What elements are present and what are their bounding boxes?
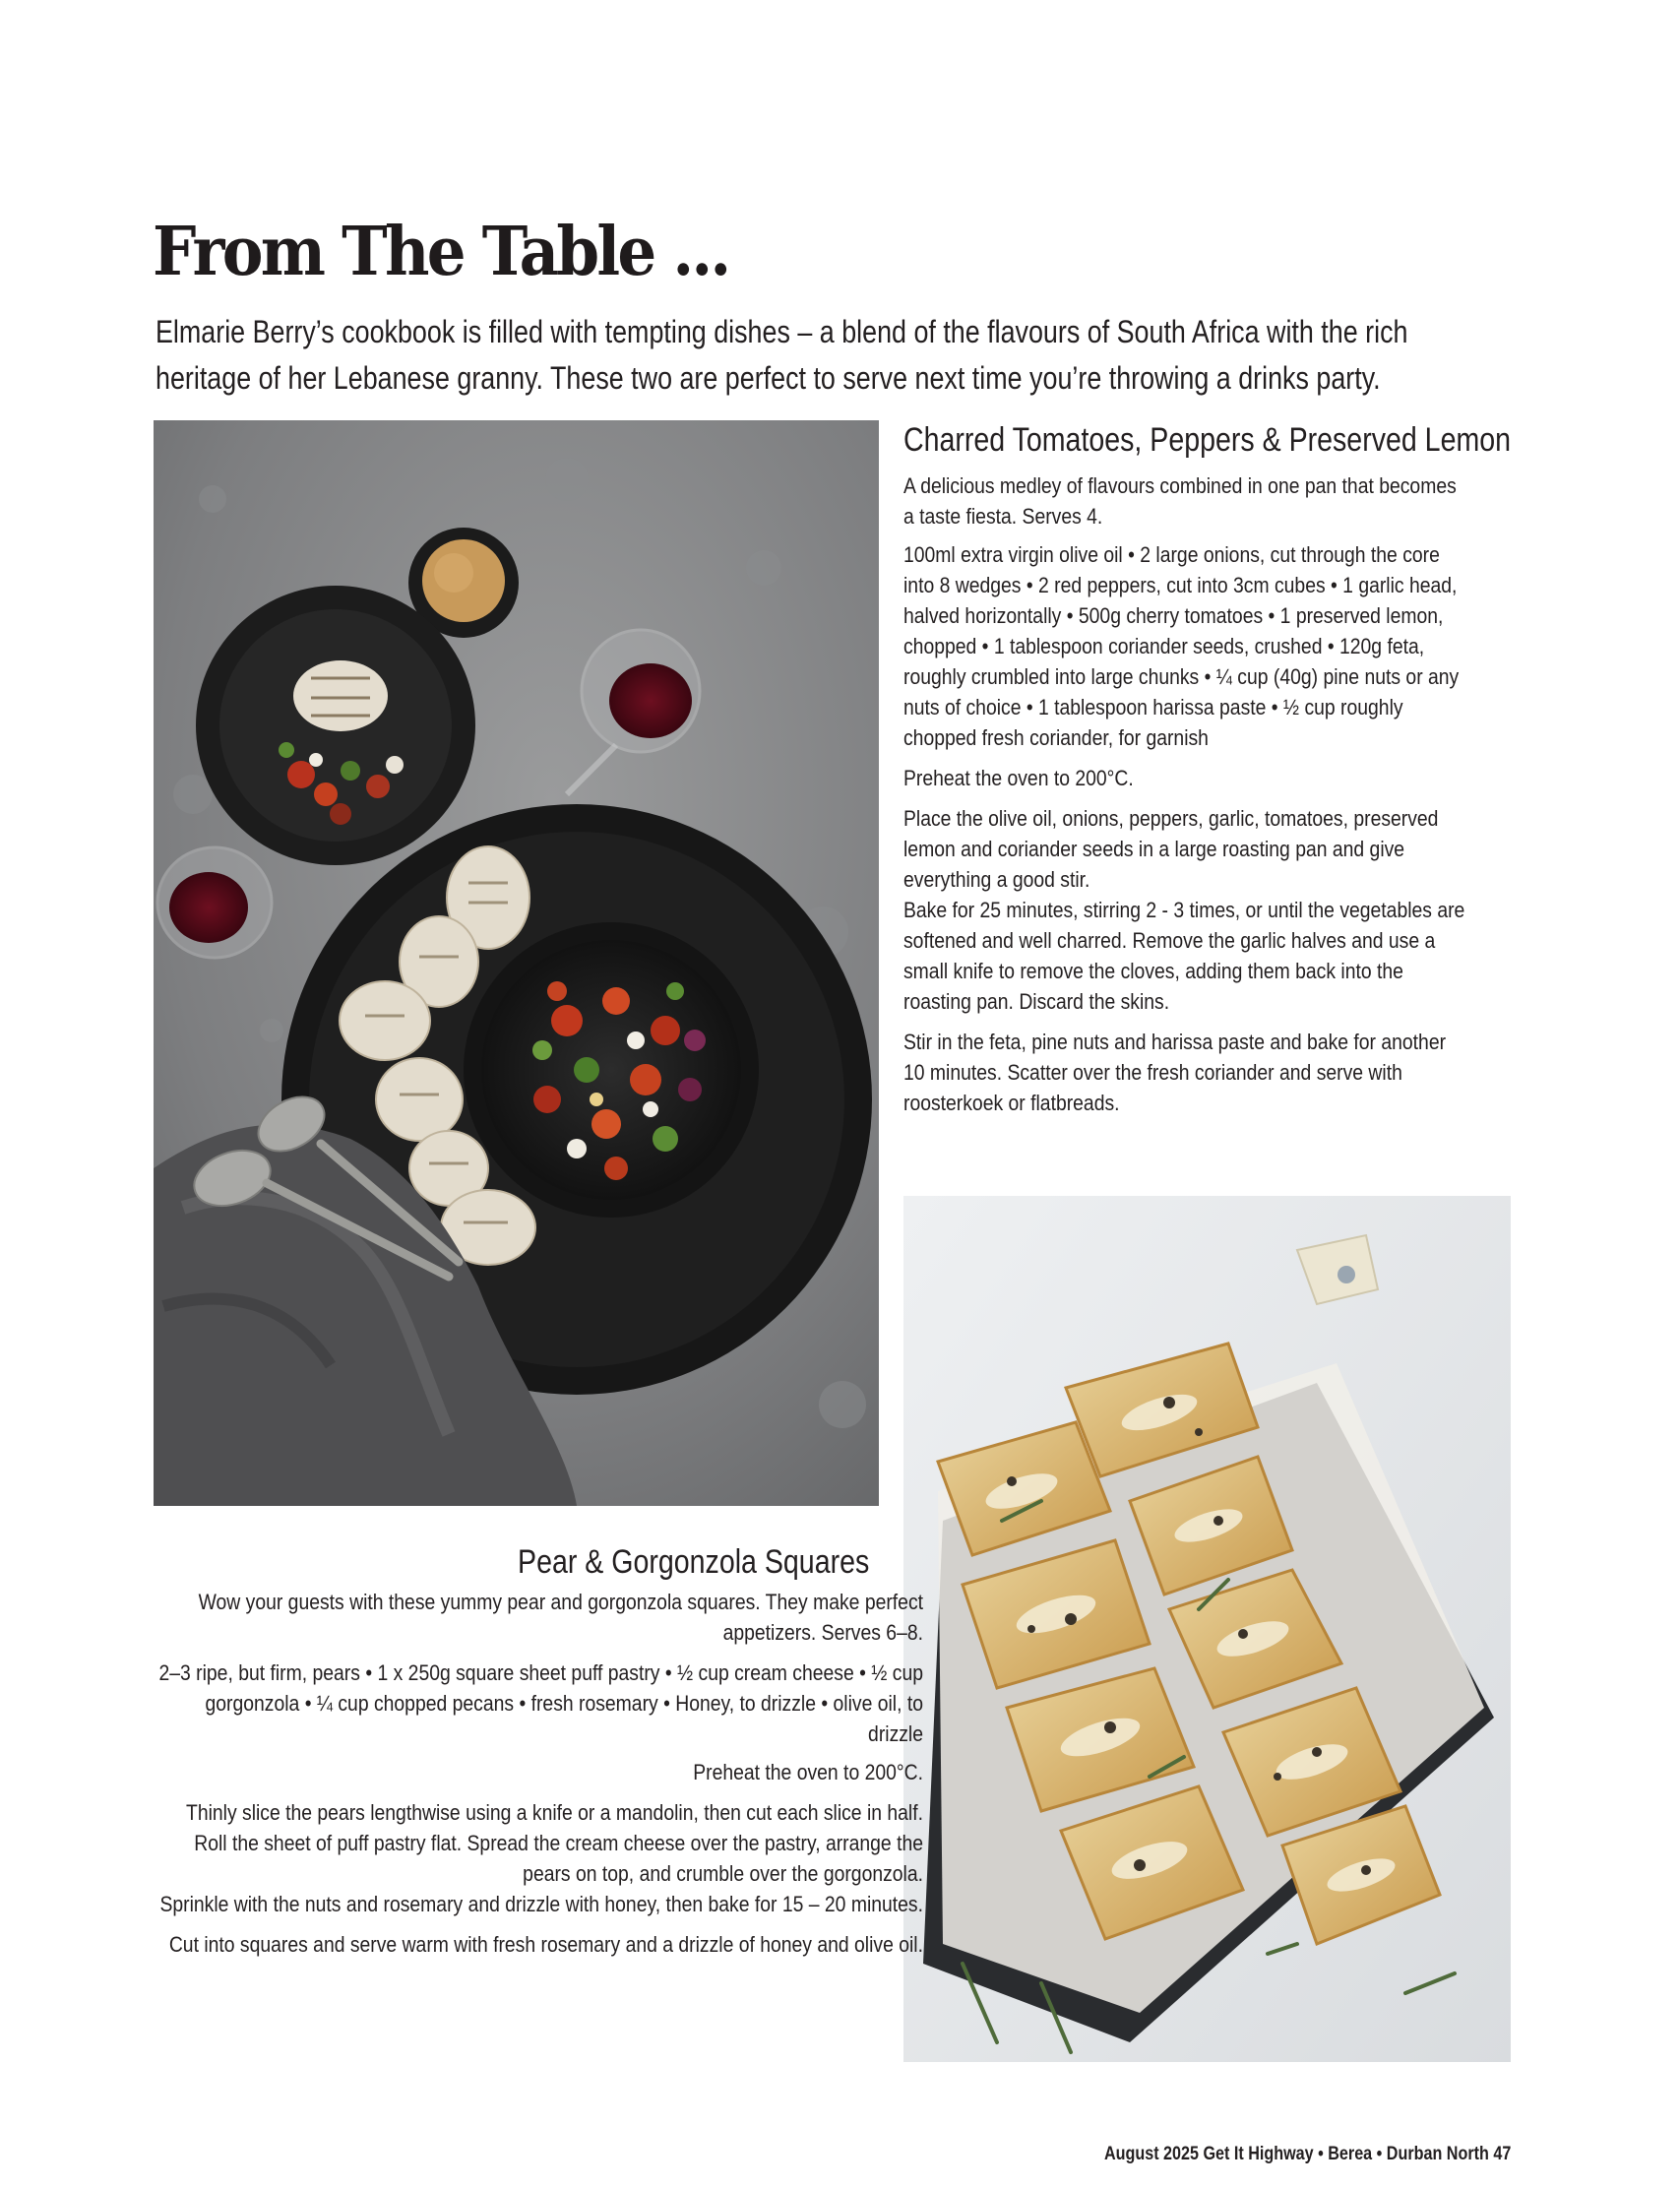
method-step: Preheat the oven to 200°C.: [903, 766, 1134, 790]
recipe-description: A delicious medley of flavours combined in one pan that becomes a taste fiesta. Serves 4.: [903, 473, 1457, 529]
method-step: Bake for 25 minutes, stirring 2 - 3 times, or until the vegetables are softened and well charred. Remove the garlic halves and use a small knife to remove the cloves, adding them back into the roasting pan. Discard the skins.: [903, 898, 1465, 1014]
method-step: Cut into squares and serve warm with fresh rosemary and a drizzle of honey and olive oil.: [168, 1932, 923, 1957]
recipe-ingredients: 2–3 ripe, but firm, pears • 1 x 250g square sheet puff pastry • ½ cup cream cheese • ½ cup gorgonzola • ¼ cup chopped pecans • fresh rosemary • Honey, to drizzle • olive oil, to drizzle: [158, 1660, 923, 1746]
recipe-heading: Pear & Gorgonzola Squares: [517, 1543, 869, 1581]
recipe-description: Wow your guests with these yummy pear and gorgonzola squares. They make perfect appetizers. Serves 6–8.: [198, 1590, 923, 1645]
publication-name: Get It Highway • Berea • Durban North: [1203, 2144, 1489, 2164]
recipe-body: [153, 1587, 923, 1970]
recipe-heading: Charred Tomatoes, Peppers & Preserved Lemon: [903, 421, 1512, 459]
charred-tomatoes-photo: [154, 420, 879, 1506]
issue-date: August 2025: [1103, 2144, 1199, 2164]
recipe-ingredients: 100ml extra virgin olive oil • 2 large onions, cut through the core into 8 wedges • 2 red peppers, cut into 3cm cubes • 1 garlic head, halved horizontally • 500g cherry tomatoes • 1 preserved lemon, chopped • 1 tablespoon coriander seeds, crushed • 120g feta, roughly crumbled into large chunks • ¼ cup (40g) pine nuts or any nuts of choice • 1 tablespoon harissa paste • ½ cup roughly chopped fresh coriander, for garnish: [903, 542, 1460, 750]
intro-line: heritage of her Lebanese granny. These two are perfect to serve next time you’re throwing a drinks party.: [156, 360, 1381, 396]
article-title: From The Table ...: [153, 213, 729, 291]
page-footer: [1104, 2144, 1511, 2165]
method-step: Stir in the feta, pine nuts and harissa paste and bake for another 10 minutes. Scatter over the fresh coriander and serve with roosterkoek or flatbreads.: [903, 1030, 1447, 1115]
article-intro: [156, 309, 1408, 402]
pear-gorgonzola-photo: [903, 1196, 1511, 2062]
recipe-body: [903, 470, 1466, 1128]
method-step: Place the olive oil, onions, peppers, garlic, tomatoes, preserved lemon and coriander seeds in a large roasting pan and give everything a good stir.: [903, 806, 1439, 892]
method-step: Thinly slice the pears lengthwise using a knife or a mandolin, then cut each slice in half. Roll the sheet of puff pastry flat. Spread the cream cheese over the pastry, arrange the pears on top, and crumble over the gorgonzola.: [185, 1800, 924, 1886]
method-step: Sprinkle with the nuts and rosemary and drizzle with honey, then bake for 15 – 20 minutes.: [159, 1892, 923, 1916]
intro-line: Elmarie Berry’s cookbook is filled with tempting dishes – a blend of the flavours of South Africa with the rich: [156, 314, 1408, 349]
method-step: Preheat the oven to 200°C.: [693, 1760, 923, 1784]
page-number: 47: [1493, 2144, 1511, 2164]
